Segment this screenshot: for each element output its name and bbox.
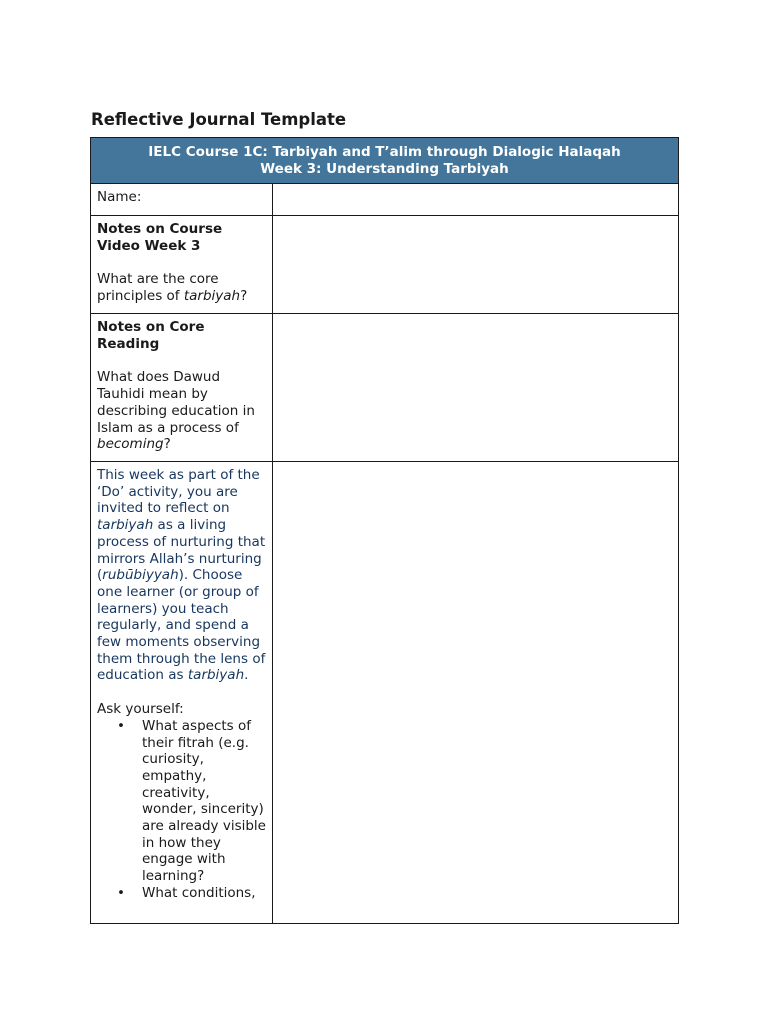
intro-text-2: as a living process of nurturing that mirrors Allah’s nurturing (	[97, 517, 266, 584]
reading-notes-heading: Notes on Core Reading	[97, 319, 205, 352]
table-header	[91, 138, 679, 184]
video-notes-answer-field[interactable]	[273, 216, 679, 314]
reflection-questions-list	[97, 718, 266, 902]
reading-question-text: What does Dawud Tauhidi mean by describing education in Islam as a process of	[97, 369, 255, 436]
video-notes-heading: Notes on Course Video Week 3	[97, 221, 223, 254]
do-activity-answer-field[interactable]	[273, 462, 679, 924]
reading-notes-answer-field[interactable]	[273, 314, 679, 462]
bullet-icon: •	[117, 884, 125, 901]
bullet-text: What conditions,	[142, 884, 256, 901]
week-title: Week 3: Understanding Tarbiyah	[260, 160, 509, 177]
name-field[interactable]	[273, 184, 679, 216]
do-activity-prompt	[91, 462, 273, 924]
ask-yourself-label: Ask yourself:	[97, 701, 184, 718]
bullet-text: What aspects of their fitrah (e.g. curiosity, empathy, creativity, wonder, sincerity) are already visible in how they engage with learning?	[142, 717, 266, 885]
intro-text-4: .	[244, 667, 249, 684]
video-question-italic: tarbiyah	[183, 288, 241, 305]
intro-text-3: ). Choose one learner (or group of learners) you teach regularly, and spend a few moments observing them through the lens of education as	[97, 567, 266, 684]
name-label: Name:	[91, 184, 273, 216]
reading-notes-row	[91, 314, 679, 462]
reading-notes-question	[97, 369, 266, 453]
video-notes-prompt	[91, 216, 273, 314]
intro-italic-3: tarbiyah	[187, 667, 245, 684]
list-item	[97, 885, 266, 902]
name-row	[91, 184, 679, 216]
reading-question-italic: becoming	[97, 436, 164, 453]
reading-notes-prompt	[91, 314, 273, 462]
bullet-icon: •	[117, 717, 125, 734]
video-notes-row	[91, 216, 679, 314]
do-activity-row	[91, 462, 679, 924]
course-title: IELC Course 1C: Tarbiyah and T’alim through Dialogic Halaqah	[148, 144, 621, 160]
intro-text-1: This week as part of the ‘Do’ activity, you are invited to reflect on	[97, 467, 260, 517]
video-question-suffix: ?	[240, 288, 248, 305]
document-title: Reflective Journal Template	[91, 110, 347, 129]
intro-italic-1: tarbiyah	[97, 517, 154, 534]
do-activity-intro	[97, 467, 266, 684]
table-header-row	[91, 138, 679, 184]
video-question-text: What are the core principles of	[97, 271, 219, 305]
reflective-journal-table	[90, 137, 679, 924]
intro-italic-2: rubūbiyyah	[102, 567, 179, 584]
list-item	[97, 718, 266, 885]
video-notes-question	[97, 271, 266, 304]
reading-question-suffix: ?	[163, 436, 171, 453]
